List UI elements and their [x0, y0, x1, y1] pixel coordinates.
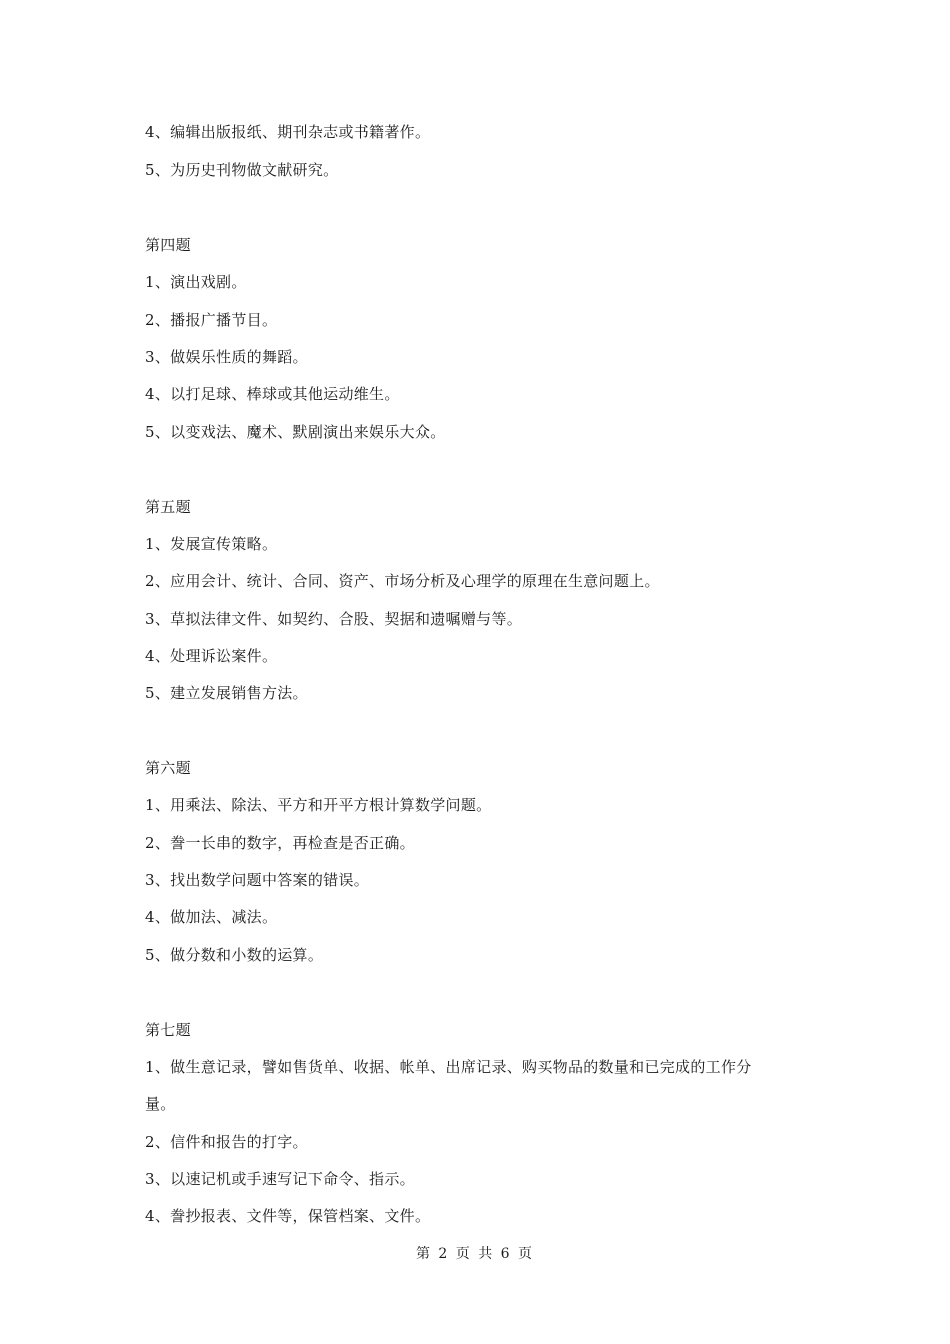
item-line: 1、用乘法、除法、平方和开平方根计算数学问题。: [145, 796, 492, 814]
item-line: 2、誊一长串的数字，再检查是否正确。: [145, 834, 415, 852]
item-line: 4、誊抄报表、文件等，保管档案、文件。: [145, 1207, 431, 1225]
page-footer: 第 2 页 共 6 页: [415, 1246, 535, 1262]
section-heading: 第四题: [145, 236, 191, 254]
item-line: 5、做分数和小数的运算。: [145, 946, 324, 964]
item-line: 4、编辑出版报纸、期刊杂志或书籍著作。: [145, 123, 431, 141]
item-line: 4、处理诉讼案件。: [145, 647, 278, 665]
item-line: 2、信件和报告的打字。: [145, 1133, 308, 1151]
item-line: 4、以打足球、棒球或其他运动维生。: [145, 385, 400, 403]
item-line: 1、演出戏剧。: [145, 273, 247, 291]
item-line: 量。: [145, 1095, 176, 1113]
item-line: 5、建立发展销售方法。: [145, 684, 308, 702]
section-heading: 第六题: [145, 759, 191, 777]
item-line: 4、做加法、减法。: [145, 908, 278, 926]
item-line: 3、找出数学问题中答案的错误。: [145, 871, 370, 889]
item-line: 3、草拟法律文件、如契约、合股、契据和遗嘱赠与等。: [145, 610, 523, 628]
item-line: 3、以速记机或手速写记下命令、指示。: [145, 1170, 415, 1188]
item-line: 1、做生意记录，譬如售货单、收据、帐单、出席记录、购买物品的数量和已完成的工作分: [145, 1058, 752, 1076]
item-line: 1、发展宣传策略。: [145, 535, 278, 553]
section-heading: 第五题: [145, 498, 191, 516]
item-line: 5、以变戏法、魔术、默剧演出来娱乐大众。: [145, 423, 446, 441]
item-line: 5、为历史刊物做文献研究。: [145, 161, 339, 179]
item-line: 3、做娱乐性质的舞蹈。: [145, 348, 308, 366]
item-line: 2、播报广播节目。: [145, 311, 278, 329]
item-line: 2、应用会计、统计、合同、资产、市场分析及心理学的原理在生意问题上。: [145, 572, 660, 590]
section-heading: 第七题: [145, 1021, 191, 1039]
